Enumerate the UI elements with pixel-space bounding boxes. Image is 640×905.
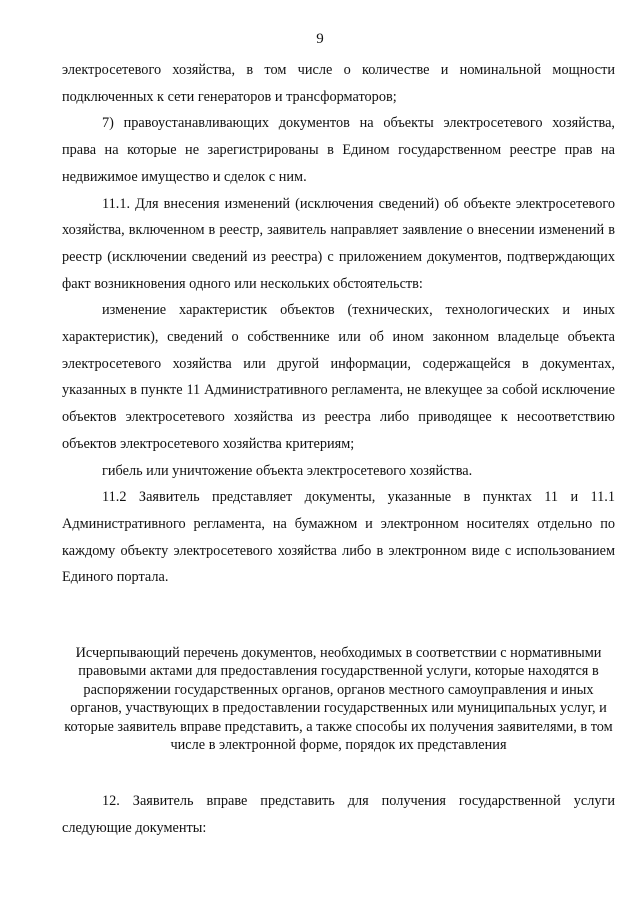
section-heading: Исчерпывающий перечень документов, необходимых в соответствии с нормативными правовыми актами для предоставления государственной услуги, которые находятся в распоряжении государственных органов, органов местного самоуправления и иных органов, участвующих в предоставлении государственных или муниципальных услуг, и которые заявитель вправе представить, а также способы их получения заявителями, в том числе в электронной форме, порядок их представления bbox=[64, 645, 613, 754]
paragraph-continuation: электросетевого хозяйства, в том числе о количестве и номинальной мощности подключенных к сети генераторов и трансформаторов; bbox=[62, 62, 615, 105]
paragraph-destruction: гибель или уничтожение объекта электросетевого хозяйства. bbox=[102, 462, 473, 479]
paragraph-11-2: 11.2 Заявитель представляет документы, указанные в пунктах 11 и 11.1 Административного регламента, на бумажном и электронном носителях отдельно по каждому объекту электросетевого хозяйства либо в электронном виде с использованием Единого портала. bbox=[62, 489, 615, 586]
document-body bbox=[62, 57, 615, 591]
paragraph-11-1: 11.1. Для внесения изменений (исключения сведений) об объекте электросетевого хозяйства, включенном в реестр, заявитель направляет заявление о внесении изменений в реестр (исключении сведений из реестра) с приложением документов, подтверждающих факт возникновения одного или нескольких обстоятельств: bbox=[62, 195, 615, 292]
paragraph-item-7: 7) правоустанавливающих документов на объекты электросетевого хозяйства, права на которые не зарегистрированы в Едином государственном реестре прав на недвижимое имущество и сделок с ним. bbox=[62, 115, 615, 185]
paragraph-12: 12. Заявитель вправе представить для получения государственной услуги следующие документы: bbox=[62, 793, 615, 836]
document-body-tail bbox=[62, 788, 615, 841]
page-number: 9 bbox=[316, 31, 324, 47]
paragraph-changes: изменение характеристик объектов (технических, технологических и иных характеристик), сведений о собственнике или об ином законном владельце объекта электросетевого хозяйства или другой информации, содержащейся в документах, указанных в пункте 11 Административного регламента, не влекущее за собой исключение объектов электросетевого хозяйства из реестра либо приводящее к несоответствию объектов электросетевого хозяйства критериям; bbox=[62, 302, 615, 452]
